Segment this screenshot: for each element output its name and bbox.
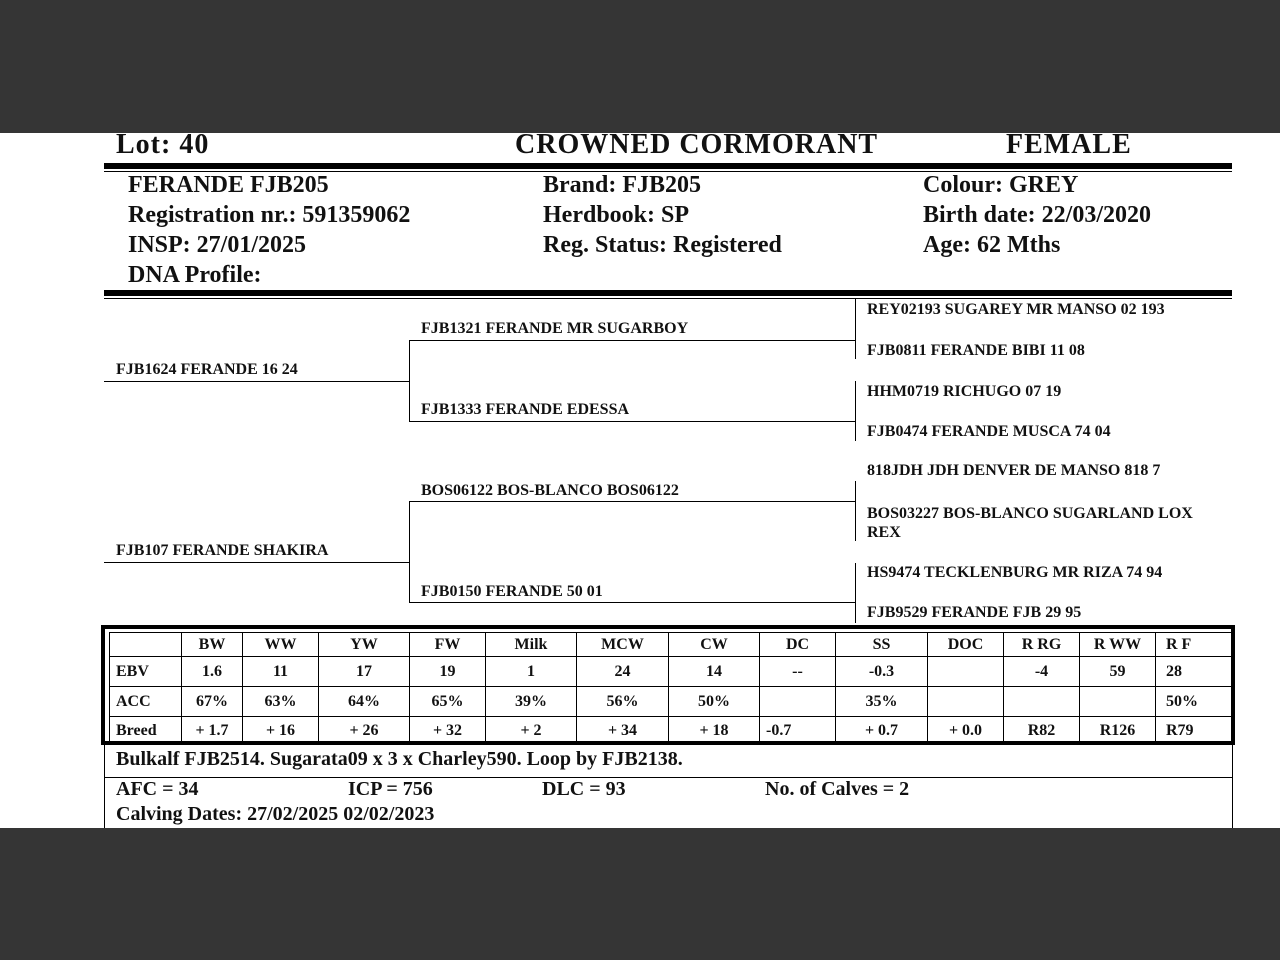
ebv-row-label: EBV — [110, 657, 182, 687]
dlc: DLC = 93 — [542, 778, 626, 800]
ggp-bracket-4 — [855, 563, 856, 623]
registration-status: Reg. Status: Registered — [543, 232, 782, 258]
sire-sire-line — [409, 340, 855, 341]
acc-cell — [1004, 687, 1080, 717]
acc-row-label: ACC — [110, 687, 182, 717]
breed-cell: + 32 — [410, 717, 486, 745]
dam-name: FJB107 FERANDE SHAKIRA — [116, 542, 329, 559]
dam-dam-name: FJB0150 FERANDE 50 01 — [421, 583, 603, 600]
ggp-3: HHM0719 RICHUGO 07 19 — [867, 383, 1062, 400]
ebv-cell: 1 — [486, 657, 577, 687]
sire-line — [104, 381, 409, 382]
breed-cell: + 0.7 — [836, 717, 928, 745]
birth-date: Birth date: 22/03/2020 — [923, 202, 1151, 228]
ebv-cell: 11 — [243, 657, 319, 687]
dam-sire-name: BOS06122 BOS-BLANCO BOS06122 — [421, 482, 679, 499]
dam-dam-line — [409, 602, 855, 603]
acc-row — [110, 687, 1232, 717]
ebv-header-cell: DOC — [928, 633, 1004, 657]
ggp-8: FJB9529 FERANDE FJB 29 95 — [867, 604, 1082, 621]
ebv-cell: 59 — [1080, 657, 1156, 687]
ebv-header-cell: YW — [319, 633, 410, 657]
acc-cell: 56% — [577, 687, 669, 717]
ebv-table — [109, 632, 1232, 745]
ebv-header-cell: R F — [1156, 633, 1232, 657]
ggp-2: FJB0811 FERANDE BIBI 11 08 — [867, 342, 1085, 359]
breed-cell: R82 — [1004, 717, 1080, 745]
ebv-header-row — [110, 633, 1232, 657]
sex-label: FEMALE — [1006, 133, 1132, 160]
animal-name: FERANDE FJB205 — [128, 172, 329, 198]
colour: Colour: GREY — [923, 172, 1079, 198]
ebv-header-cell: MCW — [577, 633, 669, 657]
breed-cell: + 34 — [577, 717, 669, 745]
sire-dam-name: FJB1333 FERANDE EDESSA — [421, 401, 630, 418]
breed-row — [110, 717, 1232, 745]
ebv-header-cell: R RG — [1004, 633, 1080, 657]
acc-cell: 39% — [486, 687, 577, 717]
calving-dates: Calving Dates: 27/02/2025 02/02/2023 — [116, 803, 435, 825]
ebv-cell: 17 — [319, 657, 410, 687]
breed-cell: + 2 — [486, 717, 577, 745]
info-rule-thick — [104, 290, 1232, 296]
ebv-header-cell: CW — [669, 633, 760, 657]
ebv-header-cell: SS — [836, 633, 928, 657]
catalogue-sheet — [0, 133, 1280, 828]
acc-cell — [1080, 687, 1156, 717]
breed-cell: + 18 — [669, 717, 760, 745]
lot-number: Lot: 40 — [116, 133, 210, 160]
brand: Brand: FJB205 — [543, 172, 702, 198]
ebv-cell: 19 — [410, 657, 486, 687]
sire-sire-name: FJB1321 FERANDE MR SUGARBOY — [421, 320, 689, 337]
breed-row-label: Breed — [110, 717, 182, 745]
info-rule-thin — [104, 298, 1232, 299]
breed-cell: R79 — [1156, 717, 1232, 745]
breed-cell: + 0.0 — [928, 717, 1004, 745]
dam-sire-line — [409, 501, 855, 502]
ebv-table-frame — [101, 625, 1235, 745]
herdbook: Herdbook: SP — [543, 202, 690, 228]
acc-cell: 50% — [1156, 687, 1232, 717]
breed-title: CROWNED CORMORANT — [515, 133, 879, 160]
ggp-1: REY02193 SUGAREY MR MANSO 02 193 — [867, 301, 1165, 318]
dam-bracket — [409, 501, 410, 603]
ebv-cell: 24 — [577, 657, 669, 687]
ebv-header-cell: WW — [243, 633, 319, 657]
breed-cell: R126 — [1080, 717, 1156, 745]
acc-cell — [928, 687, 1004, 717]
ebv-cell: 1.6 — [182, 657, 243, 687]
ebv-header-cell: Milk — [486, 633, 577, 657]
dam-line — [104, 562, 409, 563]
ebv-cell: -4 — [1004, 657, 1080, 687]
acc-cell: 35% — [836, 687, 928, 717]
ebv-row — [110, 657, 1232, 687]
ebv-header-cell: FW — [410, 633, 486, 657]
age: Age: 62 Mths — [923, 232, 1061, 258]
ggp-5: 818JDH JDH DENVER DE MANSO 818 7 — [867, 462, 1161, 479]
sire-name: FJB1624 FERANDE 16 24 — [116, 361, 298, 378]
dna-profile: DNA Profile: — [128, 262, 262, 288]
ggp-4: FJB0474 FERANDE MUSCA 74 04 — [867, 423, 1111, 440]
acc-cell: 65% — [410, 687, 486, 717]
ebv-cell: 28 — [1156, 657, 1232, 687]
breed-cell: + 1.7 — [182, 717, 243, 745]
ebv-header-cell: DC — [760, 633, 836, 657]
ebv-cell: -0.3 — [836, 657, 928, 687]
comment-text: Bulkalf FJB2514. Sugarata09 x 3 x Charley590. Loop by FJB2138. — [116, 748, 683, 770]
ebv-cell: -- — [760, 657, 836, 687]
ggp-6: BOS03227 BOS-BLANCO SUGARLAND LOX REX — [867, 505, 1193, 541]
acc-cell: 67% — [182, 687, 243, 717]
breed-cell: + 16 — [243, 717, 319, 745]
ggp-bracket-3 — [855, 481, 856, 541]
ebv-cell: 14 — [669, 657, 760, 687]
acc-cell: 50% — [669, 687, 760, 717]
inspection-date: INSP: 27/01/2025 — [128, 232, 307, 258]
ggp-bracket-1 — [855, 299, 856, 359]
acc-cell — [760, 687, 836, 717]
ebv-header-cell: BW — [182, 633, 243, 657]
ebv-header-cell — [110, 633, 182, 657]
ebv-header-cell: R WW — [1080, 633, 1156, 657]
acc-cell: 64% — [319, 687, 410, 717]
breed-cell: + 26 — [319, 717, 410, 745]
registration-number: Registration nr.: 591359062 — [128, 202, 411, 228]
breed-cell: -0.7 — [760, 717, 836, 745]
icp: ICP = 756 — [348, 778, 433, 800]
acc-cell: 63% — [243, 687, 319, 717]
number-of-calves: No. of Calves = 2 — [765, 778, 910, 800]
ggp-7: HS9474 TECKLENBURG MR RIZA 74 94 — [867, 564, 1163, 581]
ebv-cell — [928, 657, 1004, 687]
ggp-bracket-2 — [855, 381, 856, 441]
sire-dam-line — [409, 421, 855, 422]
sire-bracket — [409, 340, 410, 422]
afc: AFC = 34 — [116, 778, 199, 800]
header-rule-thick — [104, 163, 1232, 169]
